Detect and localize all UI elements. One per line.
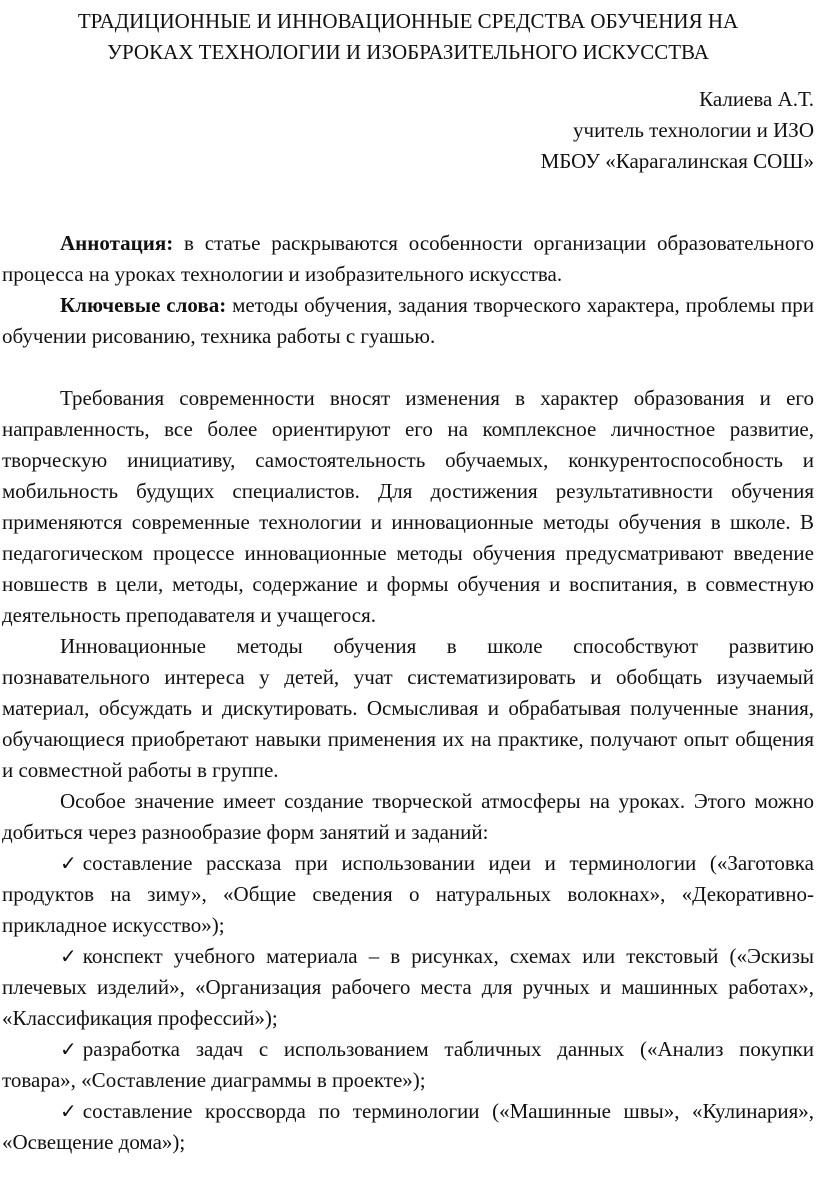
list-item-text: разработка задач с использованием табличных данных («Анализ покупки товара», «Составление диаграммы в проекте»); bbox=[2, 1037, 814, 1092]
section-gap bbox=[2, 352, 814, 383]
keywords-text: методы обучения, задания творческого характера, проблемы при обучении рисованию, техника работы с гуашью. bbox=[2, 293, 814, 348]
annotation-paragraph bbox=[2, 228, 814, 290]
list-item-text: составление рассказа при использовании идеи и терминологии («Заготовка продуктов на зиму», «Общие сведения о натуральных волокнах», «Декоративно-прикладное искусство»); bbox=[2, 851, 814, 937]
annotation-label: Аннотация: bbox=[60, 231, 174, 255]
author-block bbox=[2, 84, 814, 177]
body-paragraph-3: Особое значение имеет создание творческой атмосферы на уроках. Этого можно добиться через разнообразие форм занятий и заданий: bbox=[2, 789, 814, 844]
author-position: учитель технологии и ИЗО bbox=[573, 118, 814, 142]
list-item-text: составление кроссворда по терминологии («Машинные швы», «Кулинария», «Освещение дома»); bbox=[2, 1099, 814, 1154]
list-item-text: конспект учебного материала – в рисунках, схемах или текстовый («Эскизы плечевых изделий», «Организация рабочего места для ручных и машинных работах», «Классификация профессий»); bbox=[2, 944, 814, 1030]
check-mark-icon: ✓ bbox=[60, 1099, 77, 1123]
body-text bbox=[2, 383, 814, 1158]
list-item bbox=[2, 941, 814, 1034]
list-item bbox=[2, 1096, 814, 1158]
author-name: Калиева А.Т. bbox=[699, 87, 814, 111]
task-list bbox=[2, 848, 814, 1158]
list-item bbox=[2, 1034, 814, 1096]
title-line-2: УРОКАХ ТЕХНОЛОГИИ И ИЗОБРАЗИТЕЛЬНОГО ИСКУССТВА bbox=[107, 40, 709, 64]
body-paragraph-2: Инновационные методы обучения в школе способствуют развитию познавательного интереса у детей, учат систематизировать и обобщать изучаемый материал, обсуждать и дискутировать. Осмысливая и обрабатывая полученные знания, обучающиеся приобретают навыки применения их на практике, получают опыт общения и совместной работы в группе. bbox=[2, 634, 814, 782]
check-mark-icon: ✓ bbox=[60, 944, 77, 968]
list-item bbox=[2, 848, 814, 941]
document-title bbox=[2, 6, 814, 68]
annotation-text: в статье раскрываются особенности организации образовательного процесса на уроках технологии и изобразительного искусства. bbox=[2, 231, 814, 286]
check-mark-icon: ✓ bbox=[60, 851, 77, 875]
title-line-1: ТРАДИЦИОННЫЕ И ИННОВАЦИОННЫЕ СРЕДСТВА ОБУЧЕНИЯ НА bbox=[77, 9, 739, 33]
annotation-section bbox=[2, 228, 814, 352]
keywords-paragraph bbox=[2, 290, 814, 352]
author-school: МБОУ «Карагалинская СОШ» bbox=[540, 149, 814, 173]
keywords-label: Ключевые слова: bbox=[60, 293, 227, 317]
body-paragraph-1: Требования современности вносят изменения в характер образования и его направленность, все более ориентируют его на комплексное личностное развитие, творческую инициативу, самостоятельность обучаемых, конкурентоспособность и мобильность будущих специалистов. Для достижения результативности обучения применяются современные технологии и инновационные методы обучения в школе. В педагогическом процессе инновационные методы обучения предусматривают введение новшеств в цели, методы, содержание и формы обучения и воспитания, в совместную деятельность преподавателя и учащегося. bbox=[2, 386, 814, 627]
check-mark-icon: ✓ bbox=[60, 1037, 77, 1061]
